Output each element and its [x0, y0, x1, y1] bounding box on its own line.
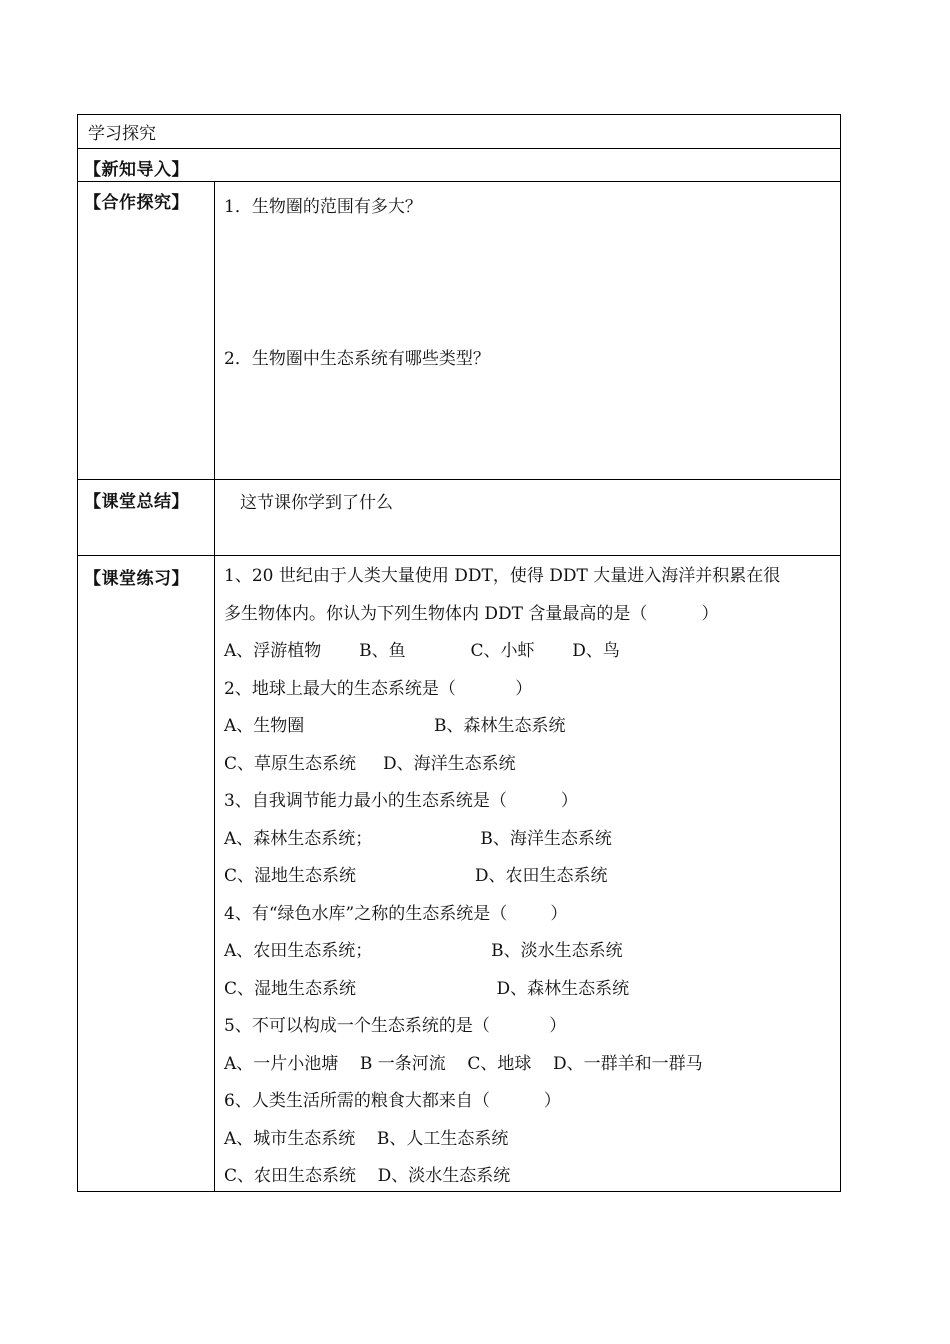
study-table [77, 114, 841, 1192]
section-label-explore: 【合作探究】 [84, 193, 189, 213]
practice-line: A、森林生态系统； B、海洋生态系统 [224, 828, 612, 849]
section-label-practice: 【课堂练习】 [84, 569, 189, 589]
practice-line: A、农田生态系统； B、淡水生态系统 [224, 941, 623, 961]
table-title: 学习探究 [88, 124, 156, 144]
practice-line: 6、人类生活所需的粮食大都来自（ ） [224, 1091, 561, 1111]
explore-question-1: 1．生物圈的范围有多大？ [224, 197, 422, 217]
practice-line: C、湿地生态系统 D、农田生态系统 [224, 866, 608, 886]
summary-prompt: 这节课你学到了什么 [240, 493, 393, 513]
practice-line: 5、不可以构成一个生态系统的是（ ） [224, 1016, 567, 1036]
practice-line: 1、20 世纪由于人类大量使用 DDT，使得 DDT 大量进入海洋并积累在很 [224, 566, 781, 586]
practice-line: A、一片小池塘 B 一条河流 C、地球 D、一群羊和一群马 [224, 1053, 703, 1074]
explore-question-2: 2．生物圈中生态系统有哪些类型？ [224, 349, 490, 369]
practice-line: 多生物体内。你认为下列生物体内 DDT 含量最高的是（ ） [224, 603, 719, 624]
practice-line: A、浮游植物 B、鱼 C、小虾 D、鸟 [224, 641, 620, 661]
practice-line: 3、自我调节能力最小的生态系统是（ ） [224, 791, 578, 811]
practice-questions [224, 558, 780, 1196]
practice-line: C、草原生态系统 D、海洋生态系统 [224, 753, 516, 774]
row-divider [78, 555, 840, 556]
practice-line: A、生物圈 B、森林生态系统 [224, 716, 566, 736]
row-divider [78, 479, 840, 480]
practice-line: C、湿地生态系统 D、森林生态系统 [224, 978, 630, 999]
practice-line: 2、地球上最大的生态系统是（ ） [224, 678, 533, 699]
practice-line: 4、有“绿色水库”之称的生态系统是（ ） [224, 903, 568, 924]
row-divider [78, 181, 840, 182]
section-label-summary: 【课堂总结】 [84, 492, 189, 512]
practice-line: A、城市生态系统 B、人工生态系统 [224, 1128, 509, 1149]
section-label-intro: 【新知导入】 [84, 160, 189, 180]
column-divider [214, 181, 215, 1191]
practice-line: C、农田生态系统 D、淡水生态系统 [224, 1166, 511, 1186]
row-divider [78, 148, 840, 149]
